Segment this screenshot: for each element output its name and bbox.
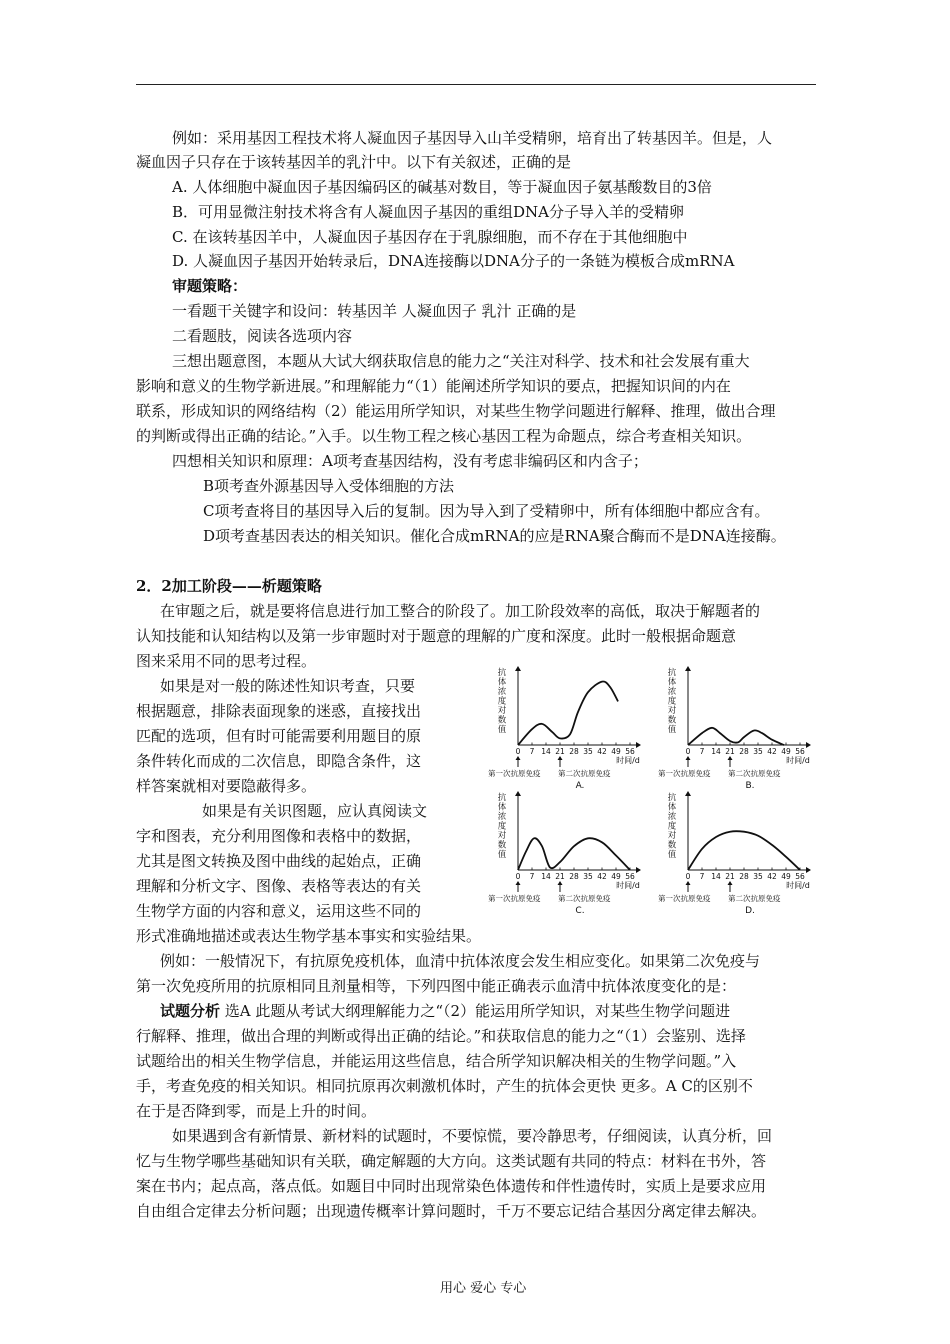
x-tick-label: 0: [515, 747, 521, 756]
left-col-line-10: 生物学方面的内容和意义，运用这些不同的: [136, 902, 422, 920]
annotation-second-immunization: 第二次抗原免疫: [558, 769, 611, 778]
immunization-arrow-head: [686, 881, 691, 885]
x-tick-label: 42: [767, 872, 777, 881]
chart-title: C.: [575, 906, 585, 915]
left-col-line-5: 样答案就相对要隐蔽得多。: [136, 777, 317, 795]
antibody-figures-svg: [480, 665, 820, 915]
page-footer: 用心 爱心 专心: [440, 1281, 527, 1296]
analysis-line-4: 手，考查免疫的相关知识。相同抗原再次刺激机体时，产生的抗体会更快 更多。A C的区别不: [136, 1077, 753, 1095]
final-line-2: 忆与生物学哪些基础知识有关联，确定解题的大方向。这类试题有共同的特点：材料在书外，答: [136, 1152, 767, 1170]
x-tick-label: 42: [767, 747, 777, 756]
chart-panel-c: [488, 791, 641, 915]
immunization-arrow-head: [558, 756, 563, 760]
left-col-line-6: 如果是有关识图题，应认真阅读文: [202, 802, 428, 820]
y-axis-arrow: [685, 791, 691, 796]
x-tick-label: 49: [611, 747, 621, 756]
x-tick-label: 14: [711, 747, 721, 756]
strategy-line-3: 三想出题意图，本题从大试大纲获取信息的能力之“关注对科学、技术和社会发展有重大: [172, 352, 750, 370]
intro-line-3: 图来采用不同的思考过程。: [136, 652, 317, 670]
immunization-arrow-head: [728, 881, 733, 885]
chart-title: A.: [575, 781, 585, 791]
chart-title: D.: [745, 906, 755, 915]
strategy-line-7: 四想相关知识和原理：A项考查基因结构，没有考虑非编码区和内含子；: [172, 452, 648, 470]
annotation-first-immunization: 第一次抗原免疫: [658, 769, 711, 778]
example1-line-1: 例如：采用基因工程技术将人凝血因子基因导入山羊受精卵，培育出了转基因羊。但是，人: [172, 129, 773, 147]
annotation-second-immunization: 第二次抗原免疫: [558, 894, 611, 903]
x-tick-label: 42: [597, 747, 607, 756]
antibody-figures: [480, 665, 820, 915]
x-axis-arrow: [636, 867, 641, 873]
x-tick-label: 21: [725, 747, 735, 756]
section-heading: 2．2加工阶段——析题策略: [136, 577, 322, 595]
annotation-second-immunization: 第二次抗原免疫: [728, 894, 781, 903]
x-tick-label: 21: [555, 872, 565, 881]
x-axis-label: 时间/d: [786, 756, 810, 765]
intro-line-1: 在审题之后，就是要将信息进行加工整合的阶段了。加工阶段效率的高低，取决于解题者的: [160, 602, 761, 620]
x-tick-label: 28: [569, 747, 579, 756]
annotation-second-immunization: 第二次抗原免疫: [728, 769, 781, 778]
strategy-line-5: 联系，形成知识的网络结构（2）能运用所学知识，对某些生物学问题进行解释、推理，做出合理: [136, 402, 776, 420]
x-tick-label: 35: [583, 747, 593, 756]
annotation-first-immunization: 第一次抗原免疫: [488, 894, 541, 903]
x-tick-label: 56: [795, 872, 805, 881]
example2-line-1: 例如：一般情况下，有抗原免疫机体，血清中抗体浓度会发生相应变化。如果第二次免疫与: [160, 952, 761, 970]
option-a: A. 人体细胞中凝血因子基因编码区的碱基对数目，等于凝血因子氨基酸数目的3倍: [172, 178, 712, 196]
analysis-label: 试题分析: [160, 1002, 221, 1020]
strategy-line-10: D项考查基因表达的相关知识。催化合成mRNA的应是RNA聚合酶而不是DNA连接酶。: [203, 527, 786, 545]
final-line-1: 如果遇到含有新情景、新材料的试题时，不要惊慌，要冷静思考，仔细阅读，认真分析，回: [172, 1127, 773, 1145]
strategy-line-9: C项考查将目的基因导入后的复制。因为导入到了受精卵中，所有体细胞中都应含有。: [203, 502, 770, 520]
x-tick-label: 35: [583, 872, 593, 881]
chart-panel-d: [658, 791, 811, 915]
left-col-line-4: 条件转化而成的二次信息，即隐含条件，这: [136, 752, 422, 770]
y-axis-label: 抗体浓度对数值: [497, 793, 507, 860]
y-axis-arrow: [685, 666, 691, 671]
annotation-first-immunization: 第一次抗原免疫: [488, 769, 541, 778]
x-tick-label: 42: [597, 872, 607, 881]
final-line-3: 案在书内；起点高，落点低。如题目中同时出现常染色体遗传和伴性遗传时，实质上是要求应用: [136, 1177, 767, 1195]
left-col-line-7: 字和图表，充分利用图像和表格中的数据，: [136, 827, 422, 845]
x-tick-label: 21: [555, 747, 565, 756]
analysis-line-3: 试题给出的相关生物学信息，并能运用这些信息，结合所学知识解决相关的生物学问题。”入: [136, 1052, 737, 1070]
x-tick-label: 49: [781, 872, 791, 881]
x-tick-label: 7: [699, 747, 705, 756]
option-d: D. 人凝血因子基因开始转录后，DNA连接酶以DNA分子的一条链为模板合成mRNA: [172, 252, 735, 270]
option-b: B．可用显微注射技术将含有人凝血因子基因的重组DNA分子导入羊的受精卵: [172, 203, 685, 221]
x-tick-label: 28: [739, 872, 749, 881]
y-axis-arrow: [515, 791, 521, 796]
x-axis-label: 时间/d: [786, 881, 810, 890]
x-tick-label: 28: [739, 747, 749, 756]
series-line: [518, 838, 630, 870]
x-tick-label: 28: [569, 872, 579, 881]
immunization-arrow-head: [728, 756, 733, 760]
full-after-line: 形式准确地描述或表达生物学基本事实和实验结果。: [136, 927, 482, 945]
left-col-line-9: 理解和分析文字、图像、表格等表达的有关: [136, 877, 422, 895]
x-tick-label: 14: [541, 872, 551, 881]
final-line-4: 自由组合定律去分析问题；出现遗传概率计算问题时，千万不要忘记结合基因分离定律去解决。: [136, 1202, 767, 1220]
analysis-line-2: 行解释、推理，做出合理的判断或得出正确的结论。”和获取信息的能力之“（1）会鉴别、选择: [136, 1027, 746, 1045]
chart-panel-a: [488, 666, 641, 791]
x-tick-label: 56: [625, 747, 635, 756]
x-tick-label: 14: [541, 747, 551, 756]
x-tick-label: 7: [529, 747, 535, 756]
option-c: C. 在该转基因羊中，人凝血因子基因存在于乳腺细胞，而不存在于其他细胞中: [172, 228, 688, 246]
strategy-line-6: 的判断或得出正确的结论。”入手。以生物工程之核心基因工程为命题点，综合考查相关知识。: [136, 427, 752, 445]
analysis-line-5: 在于是否降到零，而是上升的时间。: [136, 1102, 377, 1120]
strategy-line-1: 一看题干关键字和设问：转基因羊 人凝血因子 乳汁 正确的是: [172, 302, 577, 320]
x-tick-label: 49: [781, 747, 791, 756]
x-tick-label: 0: [515, 872, 521, 881]
chart-title: B.: [745, 781, 755, 791]
y-axis-arrow: [515, 666, 521, 671]
immunization-arrow-head: [686, 756, 691, 760]
x-tick-label: 35: [753, 872, 763, 881]
y-axis-label: 抗体浓度对数值: [667, 668, 677, 735]
x-tick-label: 49: [611, 872, 621, 881]
left-col-line-2: 根据题意，排除表面现象的迷惑，直接找出: [136, 702, 422, 720]
y-axis-label: 抗体浓度对数值: [667, 793, 677, 860]
strategy-line-2: 二看题肢，阅读各选项内容: [172, 327, 353, 345]
x-axis-arrow: [806, 867, 811, 873]
annotation-first-immunization: 第一次抗原免疫: [658, 894, 711, 903]
left-col-line-3: 匹配的选项，但有时可能需要利用题目的原: [136, 727, 422, 745]
strategy-line-4: 影响和意义的生物学新进展。”和理解能力“（1）能阐述所学知识的要点，把握知识间的内在: [136, 377, 731, 395]
intro-line-2: 认知技能和认知结构以及第一步审题时对于题意的理解的广度和深度。此时一般根据命题意: [136, 627, 737, 645]
strategy-heading: 审题策略：: [172, 277, 248, 295]
x-axis-arrow: [806, 742, 811, 748]
immunization-arrow-head: [558, 881, 563, 885]
left-col-line-1: 如果是对一般的陈述性知识考查，只要: [160, 677, 416, 695]
x-tick-label: 56: [625, 872, 635, 881]
x-tick-label: 0: [685, 872, 691, 881]
analysis-line-1: [160, 1001, 730, 1021]
strategy-line-8: B项考查外源基因导入受体细胞的方法: [203, 477, 455, 495]
x-tick-label: 7: [699, 872, 705, 881]
analysis-text-1: 选A 此题从考试大纲理解能力之“（2）能运用所学知识，对某些生物学问题进: [220, 1002, 731, 1020]
example2-line-2: 第一次免疫所用的抗原相同且剂量相等，下列四图中能正确表示血清中抗体浓度变化的是：: [136, 977, 737, 995]
x-tick-label: 56: [795, 747, 805, 756]
x-tick-label: 7: [529, 872, 535, 881]
x-tick-label: 21: [725, 872, 735, 881]
left-col-line-8: 尤其是图文转换及图中曲线的起始点，正确: [136, 852, 422, 870]
y-axis-label: 抗体浓度对数值: [497, 668, 507, 735]
x-tick-label: 14: [711, 872, 721, 881]
header-rule: [136, 84, 816, 85]
series-line: [688, 728, 784, 745]
x-axis-label: 时间/d: [616, 756, 640, 765]
series-line: [518, 681, 618, 745]
x-axis-arrow: [636, 742, 641, 748]
x-tick-label: 0: [685, 747, 691, 756]
series-line: [688, 831, 800, 870]
example1-line-2: 凝血因子只存在于该转基因羊的乳汁中。以下有关叙述，正确的是: [136, 153, 572, 171]
chart-panel-b: [658, 666, 811, 791]
immunization-arrow-head: [516, 756, 521, 760]
x-axis-label: 时间/d: [616, 881, 640, 890]
immunization-arrow-head: [516, 881, 521, 885]
x-tick-label: 35: [753, 747, 763, 756]
